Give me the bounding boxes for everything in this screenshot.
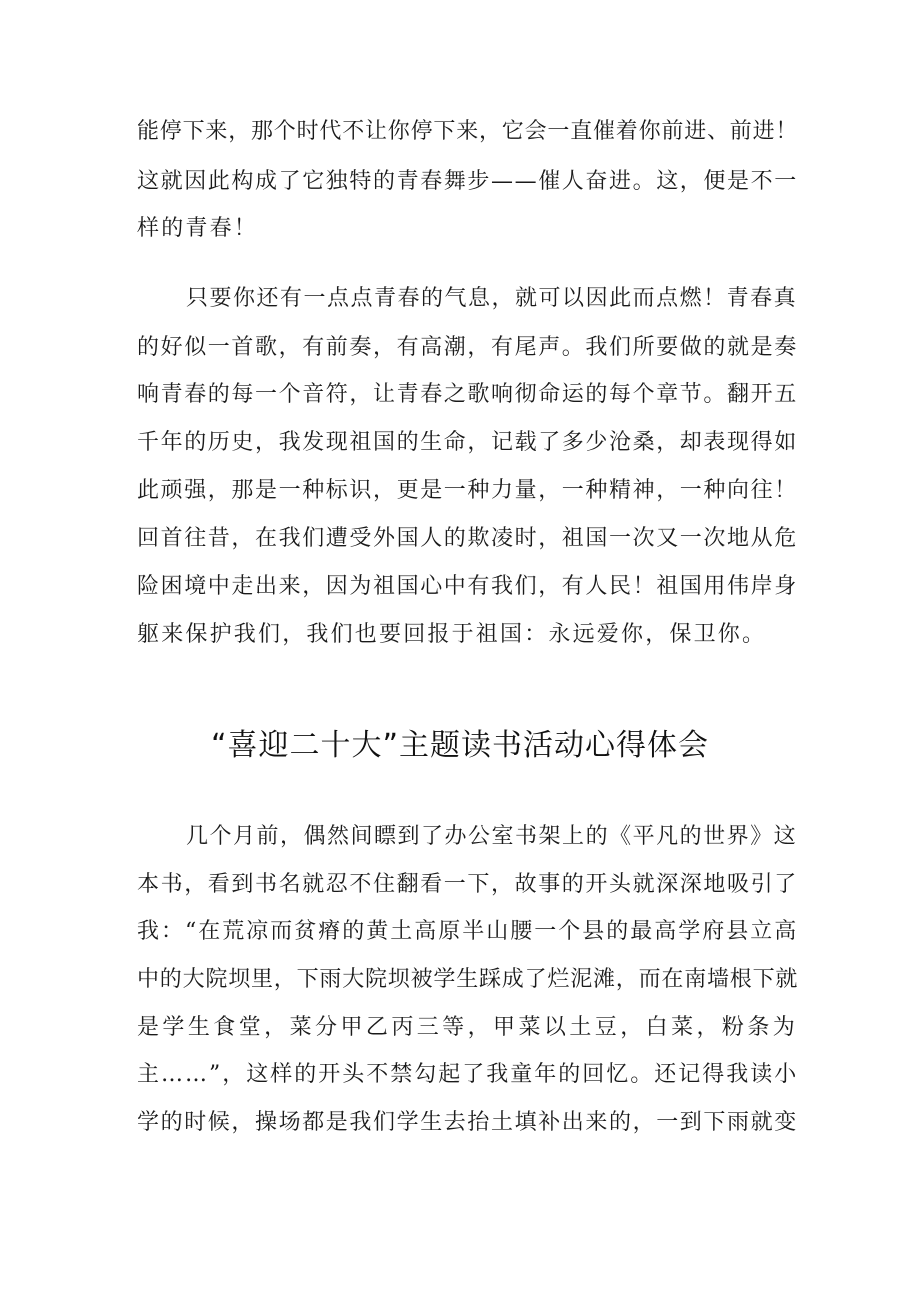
text-line: 是学生食堂，菜分甲乙丙三等，甲菜以土豆，白菜，粉条为 [137,1015,797,1040]
text-line: 此顽强，那是一种标识，更是一种力量，一种精神，一种向往！ [137,478,798,503]
text-line: 主……”，这样的开头不禁勾起了我童年的回忆。还记得我读小 [137,1062,799,1087]
text-line: 躯来保护我们，我们也要回报于祖国：永远爱你，保卫你。 [137,622,767,647]
text-line: 千年的历史，我发现祖国的生命，记载了多少沧桑，却表现得如 [137,430,798,455]
text-line: 能停下来，那个时代不让你停下来，它会一直催着你前进、前进！ [137,119,799,144]
text-line: 中的大院坝里，下雨大院坝被学生踩成了烂泥滩，而在南墙根下就 [137,967,799,992]
text-line: 的好似一首歌，有前奏，有高潮，有尾声。我们所要做的就是奏 [137,335,798,360]
text-line: 样的青春！ [137,216,259,241]
text-line: 这就因此构成了它独特的青春舞步——催人奋进。这，便是不一 [137,169,798,194]
text-line: 我：“在荒凉而贫瘠的黄土高原半山腰一个县的最高学府县立高 [137,919,799,944]
text-line: 险困境中走出来，因为祖国心中有我们，有人民！祖国用伟岸身 [137,574,798,599]
text-line: 学的时候，操场都是我们学生去抬土填补出来的，一到下雨就变 [137,1110,798,1135]
text-line: 响青春的每一个音符，让青春之歌响彻命运的每个章节。翻开五 [137,382,798,407]
text-line: 几个月前，偶然间瞟到了办公室书架上的《平凡的世界》这 [186,824,797,849]
text-line: 只要你还有一点点青春的气息，就可以因此而点燃！青春真 [186,286,797,311]
text-line: 回首往昔，在我们遭受外国人的欺凌时，祖国一次又一次地从危 [137,526,798,551]
section-title: “喜迎二十大”主题读书活动心得体会 [210,728,710,763]
text-line: 本书，看到书名就忍不住翻看一下，故事的开头就深深地吸引了 [137,872,798,897]
